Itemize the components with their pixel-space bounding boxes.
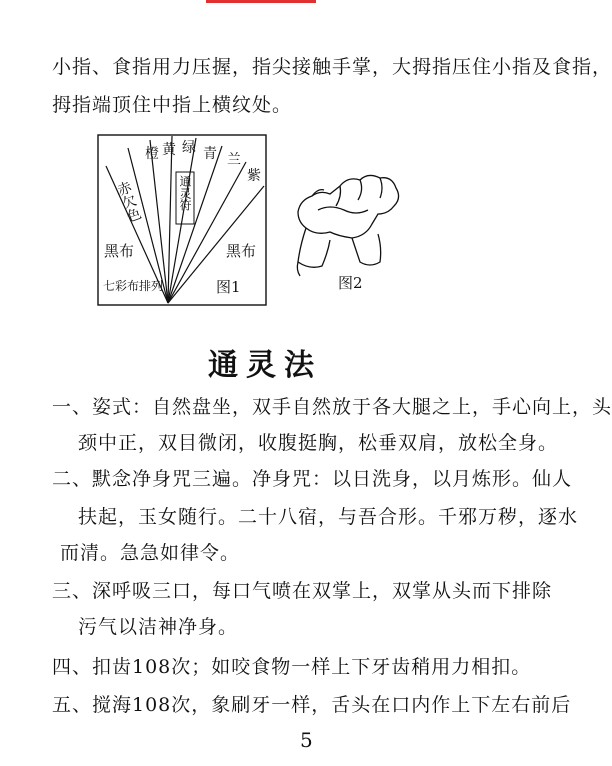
wrist-left (298, 228, 330, 267)
right-cloth-label: 黑布 (226, 242, 257, 260)
ray-label-purple: 紫 (247, 168, 261, 184)
finger-line-4 (380, 178, 382, 198)
figure-2-caption: 图2 (338, 274, 363, 292)
page-number: 5 (300, 728, 313, 752)
ray-label-blue: 兰 (227, 152, 241, 168)
finger-line-3 (358, 180, 362, 200)
step-3-line-1: 三、深呼吸三口，每口气喷在双掌上，双掌从头而下排除 (52, 580, 553, 602)
ray-label-red: 赤欠色 (113, 179, 143, 225)
center-label: 通灵符 (178, 175, 192, 211)
hand-outline (298, 175, 399, 238)
ray-label-cyan: 青 (203, 146, 217, 162)
figure-2 (297, 175, 398, 276)
step-4-line: 四、扣齿108次；如咬食物一样上下牙齿稍用力相扣。 (52, 656, 532, 678)
wrist-right (352, 234, 381, 265)
step-2-line-3: 而清。急急如律令。 (60, 542, 241, 564)
arrangement-label: 七彩布排列 (103, 279, 164, 293)
step-1-line-2: 颈中正，双目微闭，收腹挺胸，松垂双肩，放松全身。 (78, 432, 559, 454)
step-2-line-1: 二、默念净身咒三遍。净身咒：以日洗身，以月炼形。仙人 (52, 468, 573, 490)
ray-label-green: 绿 (182, 140, 196, 156)
sleeve-line (297, 262, 300, 276)
ray-line-4 (168, 136, 172, 303)
step-1-line-1: 一、姿式：自然盘坐，双手自然放于各大腿之上，手心向上，头 (52, 396, 612, 418)
figure-1 (98, 135, 266, 305)
left-cloth-label: 黑布 (104, 242, 135, 260)
ray-label-yellow: 黄 (162, 142, 176, 158)
step-2-line-2: 扶起，玉女随行。二十八宿，与吾合形。千邪万秽，逐水 (78, 506, 579, 528)
intro-line-1: 小指、食指用力压握，指尖接触手掌，大拇指压住小指及食指， (52, 56, 612, 78)
figure-1-caption: 图1 (216, 278, 241, 296)
intro-line-2: 拇指端顶住中指上横纹处。 (52, 94, 293, 116)
section-heading: 通灵法 (208, 348, 322, 383)
step-3-line-2: 污气以洁神净身。 (78, 616, 239, 638)
palm-line (318, 207, 368, 213)
ray-label-orange: 橙 (145, 146, 159, 162)
step-5-line: 五、搅海108次，象刷牙一样，舌头在口内作上下左右前后 (52, 694, 572, 716)
